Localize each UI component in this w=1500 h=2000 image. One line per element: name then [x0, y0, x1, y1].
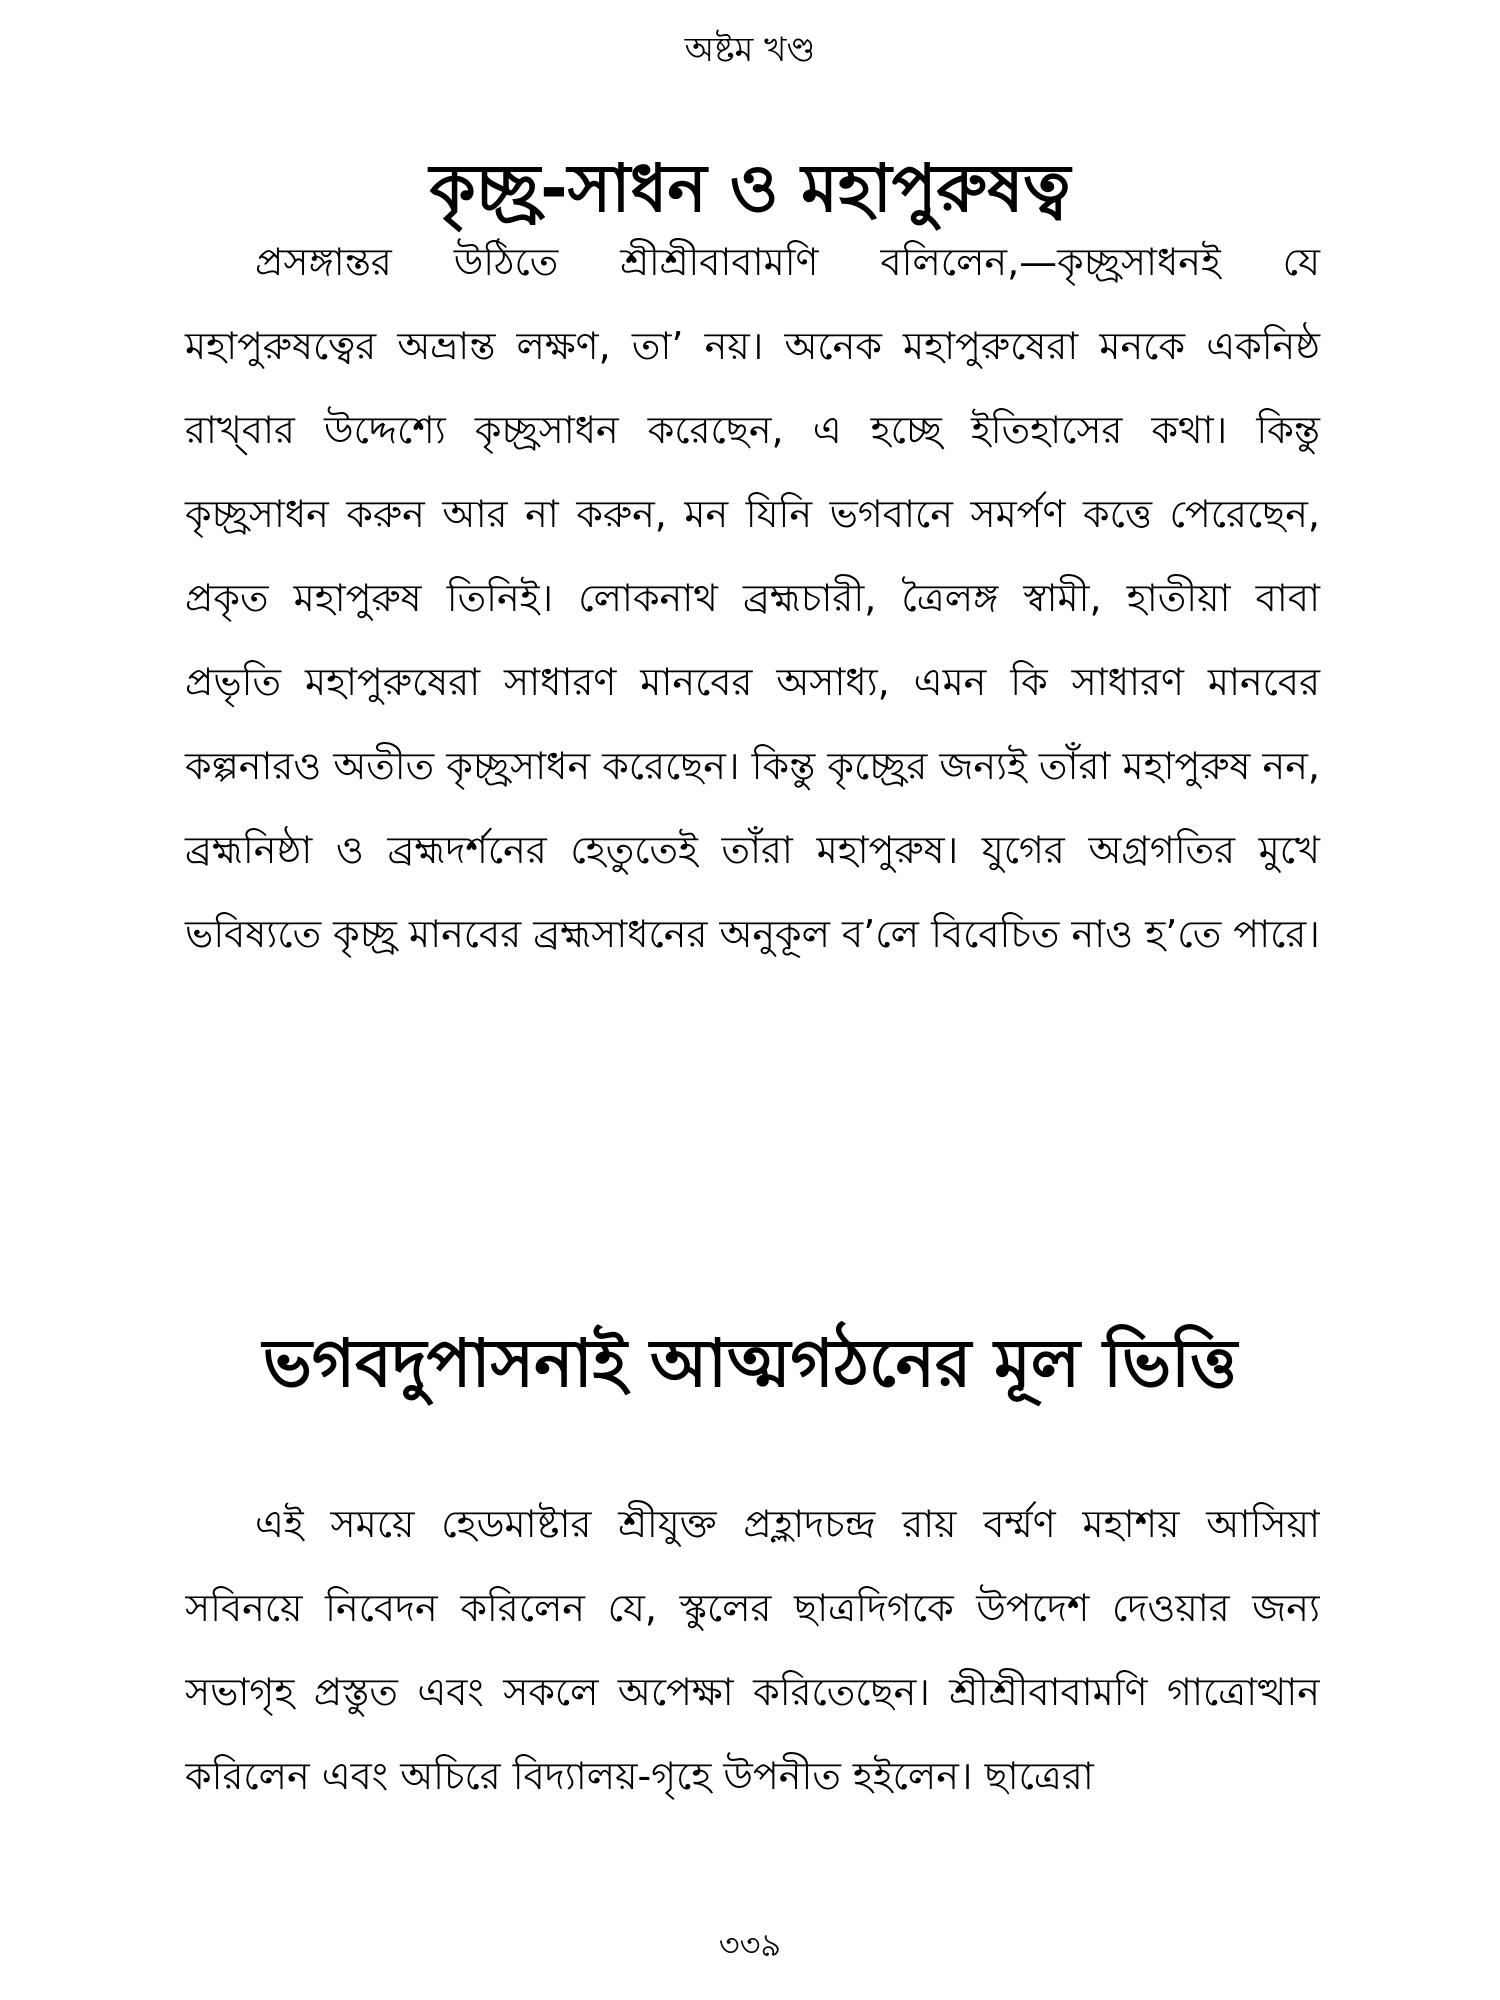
section-1-paragraph: প্রসঙ্গান্তর উঠিতে শ্রীশ্রীবাবামণি বলিলেন,—কৃচ্ছ্রসাধনই যে মহাপুরুষত্বের অভ্রান্ত লক্ষণ, তা’ নয়। অনেক মহাপুরুষেরা মনকে একনিষ্ঠ রাখ্‌বার উদ্দেশ্যে কৃচ্ছ্রসাধন করেছেন, এ হচ্ছে ইতিহাসের কথা। কিন্তু কৃচ্ছ্রসাধন করুন আর না করুন, মন যিনি ভগবানে সমর্পণ কত্তে পেরেছেন, প্রকৃত মহাপুরুষ তিনিই। লোকনাথ ব্রহ্মচারী, ত্রৈলঙ্গ স্বামী, হাতীয়া বাবা প্রভৃতি মহাপুরুষেরা সাধারণ মানবের অসাধ্য, এমন কি সাধারণ মানবের কল্পনারও অতীত কৃচ্ছ্রসাধন করেছেন। কিন্তু কৃচ্ছ্রের জন্যই তাঁরা মহাপুরুষ নন, ব্রহ্মনিষ্ঠা ও ব্রহ্মদর্শনের হেতুতেই তাঁরা মহাপুরুষ। যুগের অগ্রগতির মুখে ভবিষ্যতে কৃচ্ছ্র মানবের ব্রহ্মসাধনের অনুকূল ব’লে বিবেচিত নাও হ’তে পারে। [185, 240, 1320, 956]
section-2-title: ভগবদুপাসনাই আত্মগঠনের মূল ভিত্তি [262, 1325, 1238, 1403]
page-number: ৩৩৯ [718, 1926, 782, 1964]
section-1-title: কৃচ্ছ্র-সাধন ও মহাপুরুষত্ব [429, 150, 1071, 228]
running-head: অষ্টম খণ্ড [684, 30, 816, 70]
section-2-paragraph: এই সময়ে হেডমাষ্টার শ্রীযুক্ত প্রহ্লাদচন্দ্র রায় বর্ম্মণ মহাশয় আসিয়া সবিনয়ে নিবেদন করিলেন যে, স্কুলের ছাত্রদিগকে উপদেশ দেওয়ার জন্য সভাগৃহ প্রস্তুত এবং সকলে অপেক্ষা করিতেছেন। শ্রীশ্রীবাবামণি গাত্রোত্থান করিলেন এবং অচিরে বিদ্যালয়-গৃহে উপনীত হইলেন। ছাত্রেরা [185, 1502, 1320, 1798]
